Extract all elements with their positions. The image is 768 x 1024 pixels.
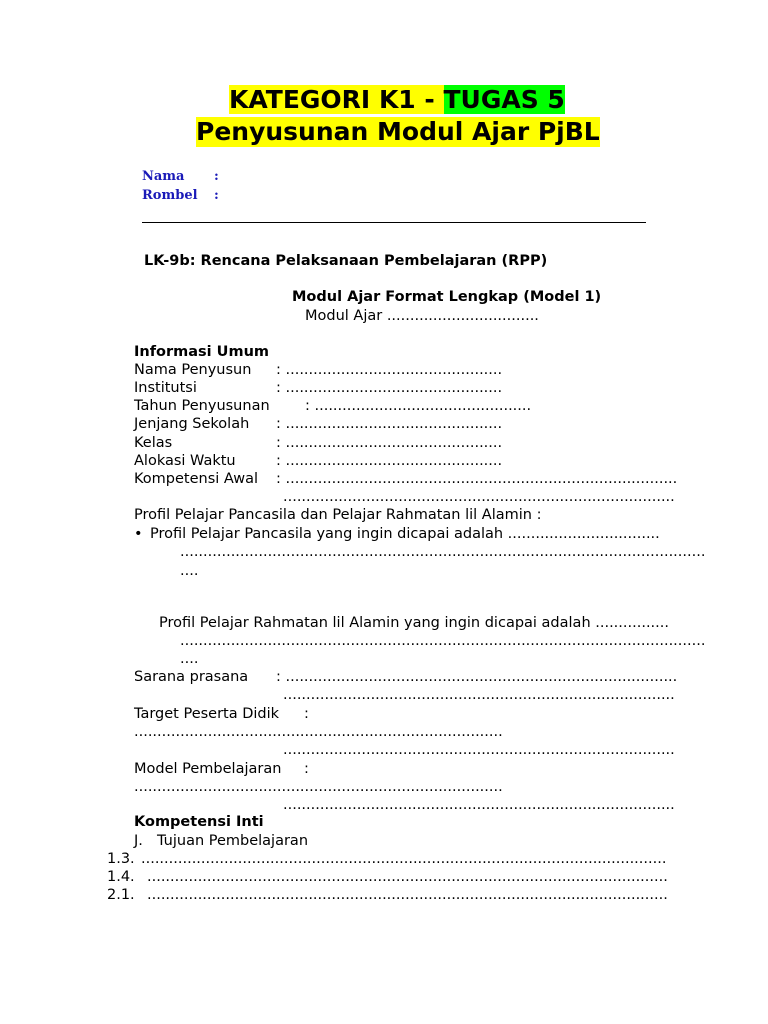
nama-label: Nama: [142, 169, 185, 184]
row-label: Nama Penyusun: [134, 362, 252, 378]
modul-heading: Modul Ajar Format Lengkap (Model 1): [292, 289, 602, 305]
row-label: Tahun Penyusunan: [134, 398, 270, 414]
modul-line: Modul Ajar .................................: [305, 308, 539, 324]
rombel-label: Rombel: [142, 188, 198, 203]
row-value: : ...............................................: [276, 453, 503, 469]
sarana-continuation: .....................................................................................: [283, 687, 675, 703]
separator-rule: [142, 212, 646, 223]
model-label: Model Pembelajaran: [134, 761, 282, 777]
row-label: Kelas: [134, 435, 173, 451]
sarana-value: : .....................................................................................: [276, 669, 678, 685]
tujuan-number: J.: [134, 833, 143, 849]
title-category: KATEGORI K1 -: [229, 85, 444, 114]
list-item-number: 2.1.: [107, 887, 135, 903]
list-item-dots: .................................................................................................................: [147, 869, 668, 885]
target-line-1: ................................................................................: [134, 724, 503, 740]
row-label: Kompetensi Awal: [134, 471, 259, 487]
row-value: : ...............................................: [276, 362, 503, 378]
profil-item-pancasila: Profil Pelajar Pancasila yang ingin dicapai adalah .................................: [150, 526, 660, 542]
list-item-number: 1.3.: [107, 851, 135, 867]
document-subtitle: Penyusunan Modul Ajar PjBL: [196, 117, 600, 146]
nama-colon: :: [214, 169, 219, 184]
row-label: Jenjang Sekolah: [134, 416, 250, 432]
profil-item-rahmatan-dots: ..................................................................................................................: [180, 633, 706, 649]
sarana-label: Sarana prasana: [134, 669, 249, 685]
row-label: Alokasi Waktu: [134, 453, 236, 469]
info-umum-heading: Informasi Umum: [134, 344, 269, 360]
profil-item-rahmatan: Profil Pelajar Rahmatan lil Alamin yang ingin dicapai adalah ................: [159, 615, 669, 631]
profil-item-pancasila-tail: ....: [180, 563, 199, 579]
kompetensi-awal-continuation: .....................................................................................: [283, 489, 675, 505]
tujuan-label: Tujuan Pembelajaran: [157, 833, 309, 849]
row-label: Institutsi: [134, 380, 197, 396]
row-value: : ...............................................: [276, 380, 503, 396]
profil-item-pancasila-dots: ..................................................................................................................: [180, 544, 706, 560]
kompetensi-inti-heading: Kompetensi Inti: [134, 814, 264, 830]
profil-heading: Profil Pelajar Pancasila dan Pelajar Rahmatan lil Alamin :: [134, 507, 542, 523]
list-item-dots: ..................................................................................................................: [141, 851, 667, 867]
model-line-2: .....................................................................................: [283, 797, 675, 813]
target-colon: :: [304, 706, 309, 722]
row-value: : ...............................................: [305, 398, 532, 414]
profil-item-rahmatan-tail: ....: [180, 651, 199, 667]
target-line-2: .....................................................................................: [283, 742, 675, 758]
list-item-number: 1.4.: [107, 869, 135, 885]
model-line-1: ................................................................................: [134, 779, 503, 795]
row-value: : ...............................................: [276, 435, 503, 451]
title-task: TUGAS 5: [443, 85, 565, 114]
row-value: : ...............................................: [276, 416, 503, 432]
document-title: [229, 85, 565, 115]
list-item-dots: .................................................................................................................: [147, 887, 668, 903]
bullet-icon: •: [134, 526, 143, 542]
target-label: Target Peserta Didik: [134, 706, 280, 722]
row-value: : .....................................................................................: [276, 471, 678, 487]
model-colon: :: [304, 761, 309, 777]
lk-title: LK-9b: Rencana Pelaksanaan Pembelajaran (RPP): [144, 253, 548, 269]
rombel-colon: :: [214, 188, 219, 203]
